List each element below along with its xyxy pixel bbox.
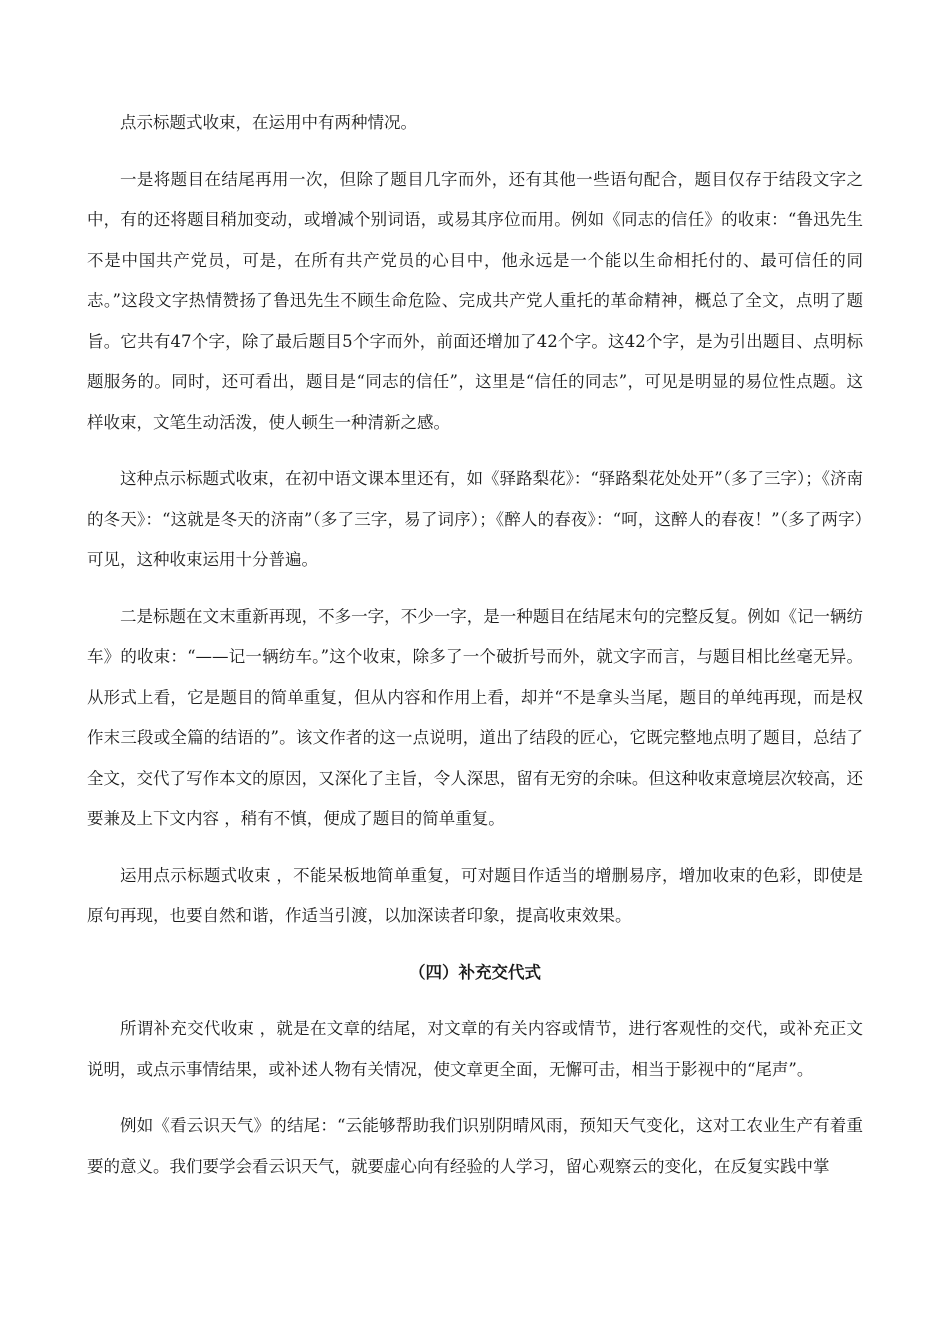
paragraph-textbook-examples: 这种点示标题式收束，在初中语文课本里还有，如《驿路梨花》：“驿路梨花处处开”（多了三字）；《济南的冬天》：“这就是冬天的济南”（多了三字，易了词序）；《醉人的春夜》：“呵，这醉人的春夜！”（多了两字）可见，这种收束运用十分普遍。 bbox=[87, 469, 863, 569]
paragraph-case-one: 一是将题目在结尾再用一次，但除了题目几字而外，还有其他一些语句配合，题目仅存于结段文字之中，有的还将题目稍加变动，或增减个别词语，或易其序位而用。例如《同志的信任》的收束：“鲁迅先生不是中国共产党员，可是，在所有共产党员的心目中，他永远是一个能以生命相托付的、最可信任的同志。”这段文字热情赞扬了鲁迅先生不顾生命危险、完成共产党人重托的革命精神，概总了全文，点明了题旨。它共有47个字，除了最后题目5个字而外，前面还增加了42个字。这42个字，是为引出题目、点明标题服务的。同时，还可看出，题目是“同志的信任”，这里是“信任的同志”，可见是明显的易位性点题。这样收束，文笔生动活泼，使人顿生一种清新之感。 bbox=[87, 169, 863, 432]
section-heading: （四）补充交代式 bbox=[409, 962, 541, 982]
paragraph-definition: 所谓补充交代收束 ，就是在文章的结尾，对文章的有关内容或情节，进行客观性的交代，或补充正文说明，或点示事情结果，或补述人物有关情况，使文章更全面，无懈可击，相当于影视中的“尾声”。 bbox=[87, 1019, 863, 1079]
paragraph-case-two: 二是标题在文末重新再现，不多一字，不少一字，是一种题目在结尾末句的完整反复。例如《记一辆纺车》的收束：“——记一辆纺车。”这个收束，除多了一个破折号而外，就文字而言，与题目相比丝毫无异。从形式上看，它是题目的简单重复，但从内容和作用上看，却并“不是拿头当尾，题目的单纯再现，而是权作末三段或全篇的结语的”。该文作者的这一点说明，道出了结段的匠心，它既完整地点明了题目，总结了全文，交代了写作本文的原因，又深化了主旨，令人深思，留有无穷的余味。但这种收束意境层次较高，还要兼及上下文内容 ，稍有不慎，便成了题目的简单重复。 bbox=[87, 606, 863, 828]
paragraph-usage-advice: 运用点示标题式收束 ，不能呆板地简单重复，可对题目作适当的增删易序，增加收束的色彩，即使是原句再现，也要自然和谐，作适当引渡，以加深读者印象，提高收束效果。 bbox=[87, 865, 863, 925]
paragraph-intro: 点示标题式收束，在运用中有两种情况。 bbox=[120, 113, 417, 132]
document-body bbox=[87, 103, 863, 1203]
paragraph-example: 例如《看云识天气》的结尾：“云能够帮助我们识别阴晴风雨，预知天气变化，这对工农业生产有着重要的意义。我们要学会看云识天气，就要虚心向有经验的人学习，留心观察云的变化，在反复实践中掌 bbox=[87, 1116, 863, 1176]
